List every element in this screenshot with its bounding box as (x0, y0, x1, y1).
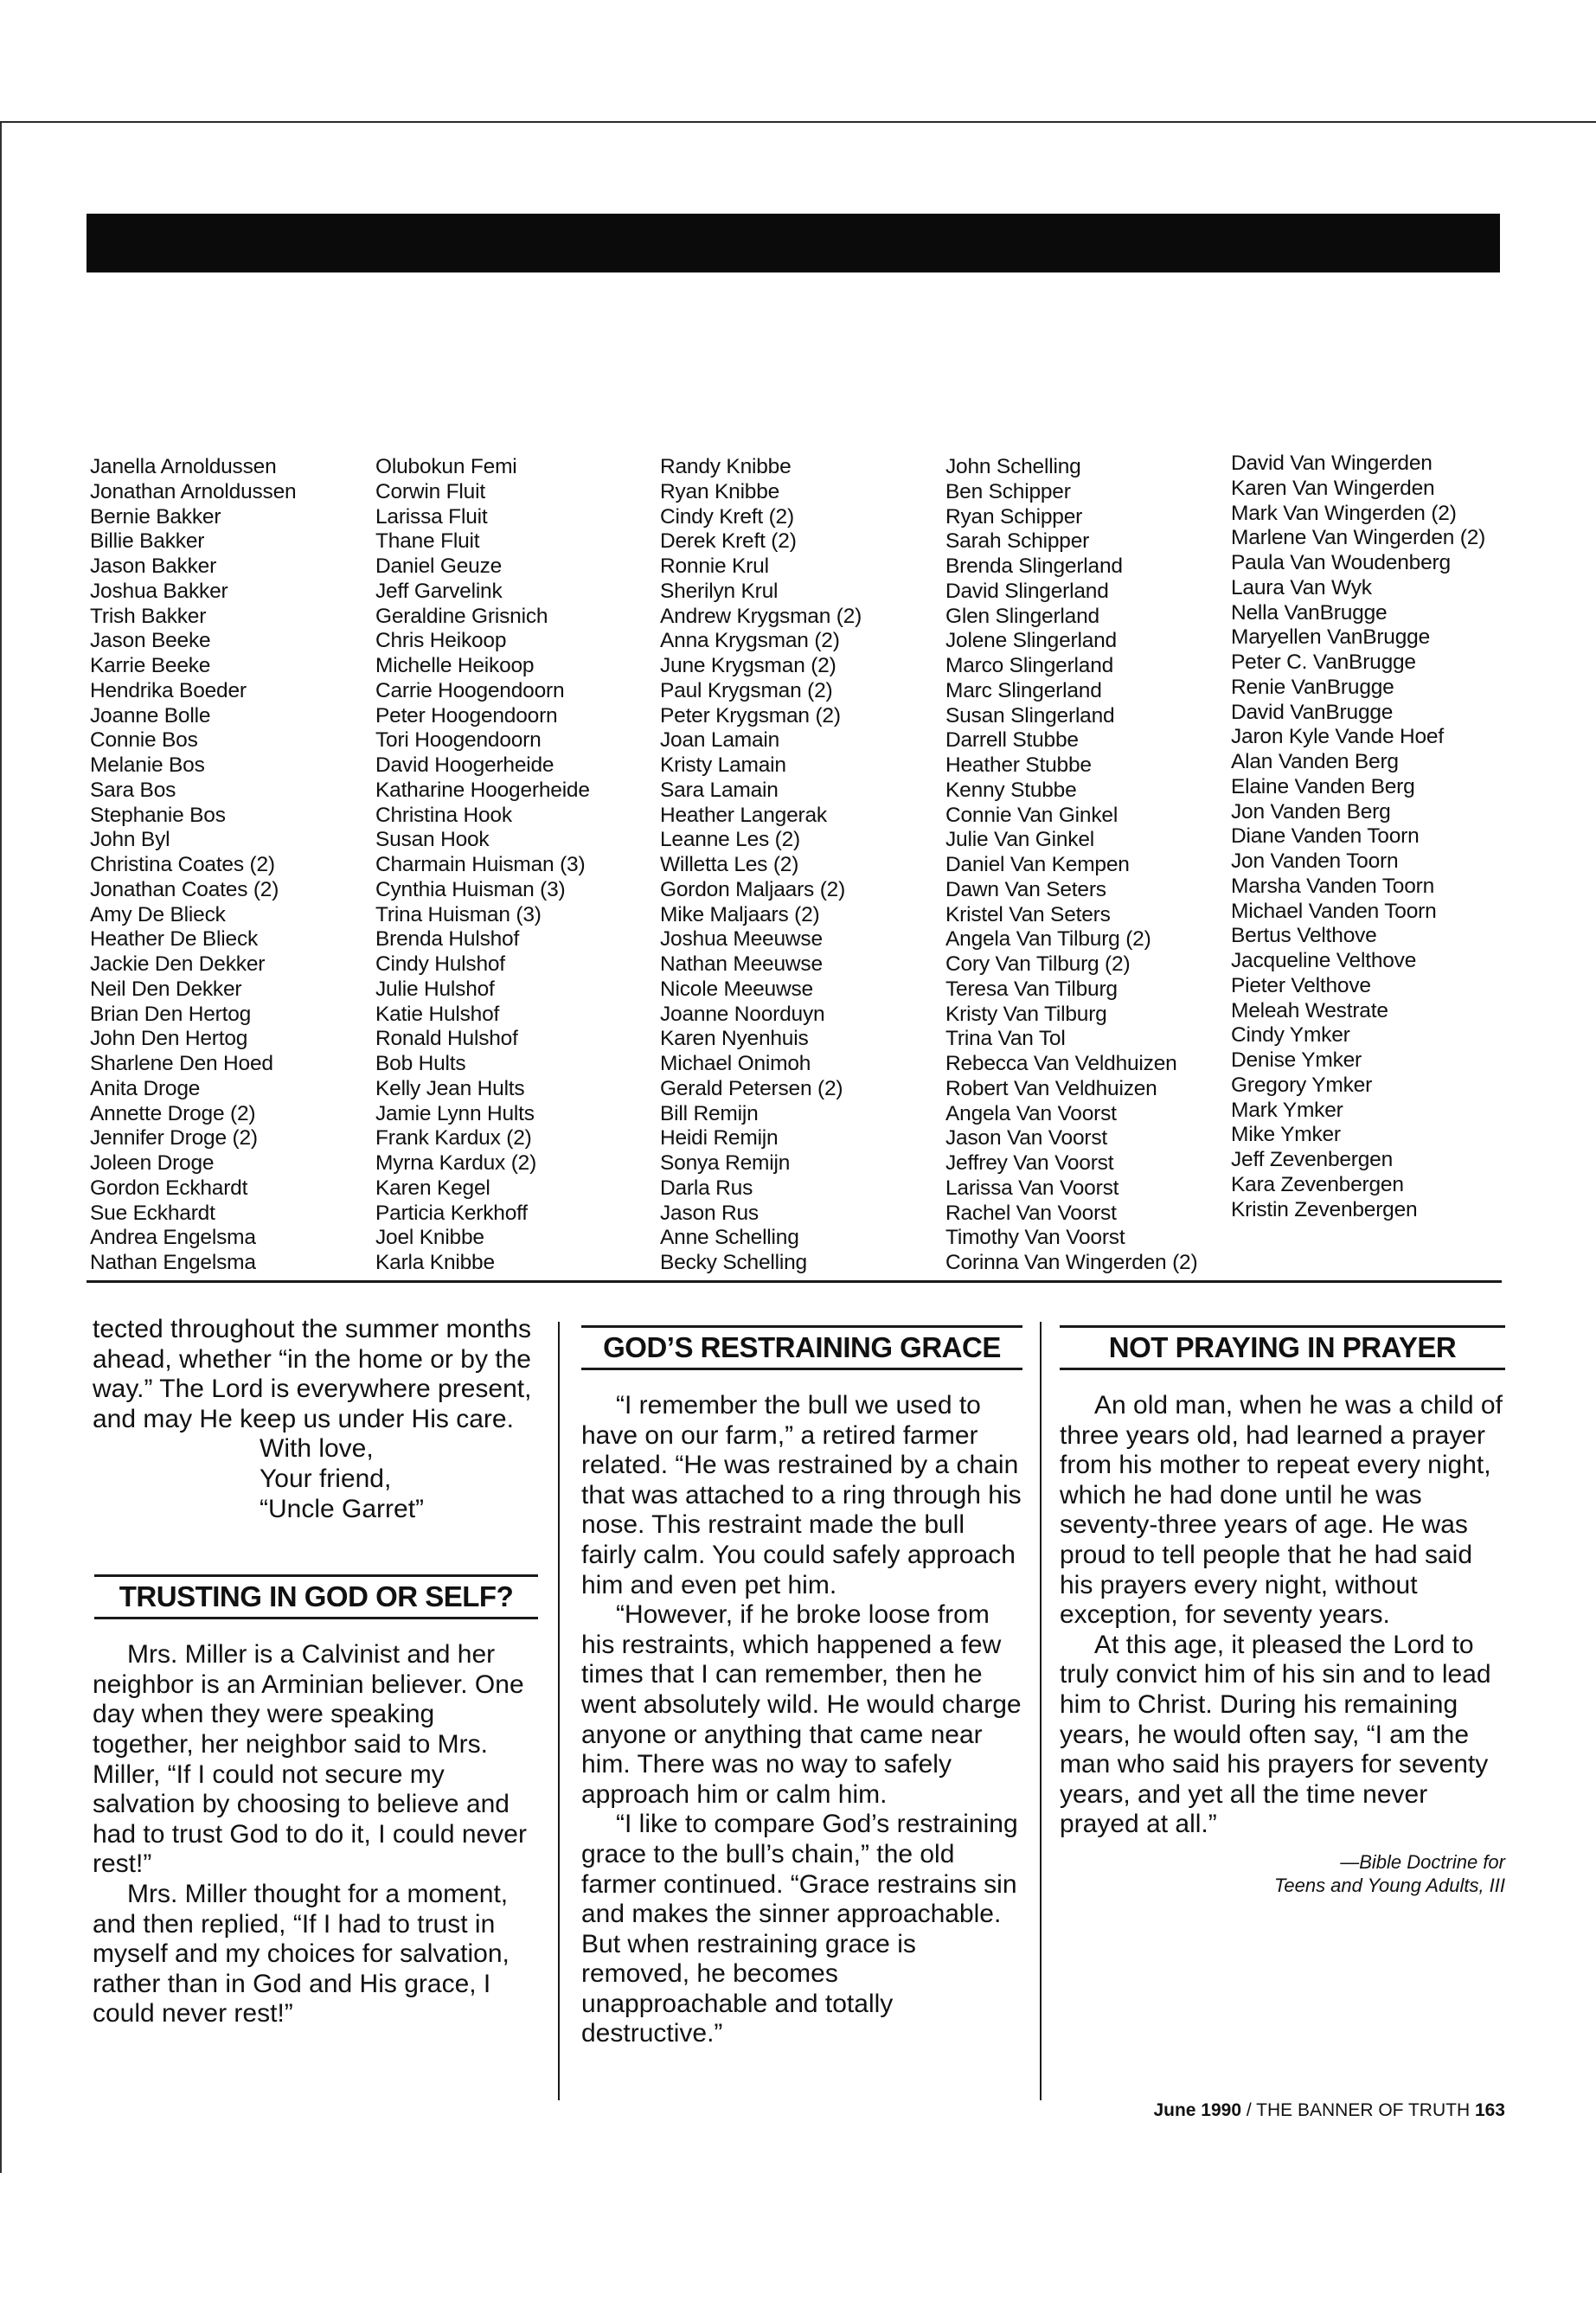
names-column-4 (945, 455, 1231, 1276)
left-column (93, 1315, 538, 2029)
donor-name: Jason Van Voorst (945, 1126, 1108, 1150)
donor-name: Rachel Van Voorst (945, 1201, 1117, 1225)
donor-name: Jonathan Arnoldussen (90, 479, 297, 503)
donor-name: Andrea Engelsma (90, 1226, 256, 1250)
donor-name: Cory Van Tilburg (2) (945, 952, 1131, 976)
donor-name: Christina Hook (375, 803, 512, 827)
donor-name: Sara Bos (90, 778, 176, 802)
donor-name: Anne Schelling (660, 1226, 799, 1250)
column-divider-right (1040, 1322, 1042, 2100)
donor-name: Ryan Schipper (945, 504, 1083, 529)
donor-name: Christina Coates (2) (90, 853, 275, 876)
donor-name: Gregory Ymker (1231, 1073, 1373, 1097)
donor-name: David Slingerland (945, 579, 1109, 603)
donor-name: Kenny Stubbe (945, 778, 1077, 802)
donor-name: Carrie Hoogendoorn (375, 678, 565, 702)
donor-name: Jamie Lynn Hults (375, 1101, 535, 1125)
donor-name: Sarah Schipper (945, 529, 1090, 554)
article-paragraph: Mrs. Miller thought for a moment, and then replied, “If I had to trust in myself and my choices for salvation, rather than in God and His grace, I could never rest!” (93, 1879, 510, 2029)
donor-name: Peter Krygsman (2) (660, 703, 841, 727)
donor-name: Jacqueline Velthove (1231, 949, 1417, 972)
donor-name: Cindy Ymker (1231, 1023, 1350, 1048)
donor-name: David Van Wingerden (1231, 452, 1433, 475)
donor-name: Denise Ymker (1231, 1048, 1362, 1072)
praying-heading: NOT PRAYING IN PRAYER (1060, 1325, 1505, 1370)
donor-name: Particia Kerkhoff (375, 1201, 528, 1225)
donor-name: Joleen Droge (90, 1151, 215, 1175)
donor-name: Willetta Les (2) (660, 853, 799, 876)
donor-name: Jackie Den Dekker (90, 952, 266, 976)
donor-name: Jeffrey Van Voorst (945, 1151, 1114, 1175)
donor-name: Diane Vanden Toorn (1231, 824, 1420, 849)
names-column-3 (660, 455, 945, 1276)
donor-name: Janella Arnoldussen (90, 455, 277, 478)
donor-name: Billie Bakker (90, 529, 205, 554)
donor-name: Sharlene Den Hoed (90, 1052, 273, 1075)
donor-name: Amy De Blieck (90, 902, 226, 926)
donor-name: Glen Slingerland (945, 604, 1099, 628)
donor-name: Julie Hulshof (375, 977, 495, 1001)
donor-name: Anita Droge (90, 1076, 201, 1100)
donor-name: Olubokun Femi (375, 455, 517, 478)
donor-name: Jon Vanden Berg (1231, 799, 1391, 824)
donor-name: Michael Vanden Toorn (1231, 899, 1437, 923)
donor-name: Dawn Van Seters (945, 877, 1106, 901)
donor-name: Leanne Les (2) (660, 828, 801, 852)
donor-name: Frank Kardux (2) (375, 1126, 532, 1150)
right-column (1060, 1325, 1505, 1897)
donor-name: Brenda Slingerland (945, 554, 1123, 578)
donor-name: Connie Van Ginkel (945, 803, 1118, 827)
donor-name: Bertus Velthove (1231, 924, 1377, 948)
donor-name: Corwin Fluit (375, 479, 485, 503)
names-column-1 (90, 455, 375, 1276)
donor-name: Sherilyn Krul (660, 579, 779, 603)
donor-name: Mark Van Wingerden (2) (1231, 501, 1457, 525)
donor-name: Susan Hook (375, 828, 490, 852)
section-separator (87, 1280, 1502, 1283)
donor-name: Nathan Meeuwse (660, 952, 823, 976)
donor-name: Karen Nyenhuis (660, 1027, 809, 1051)
donor-name: Ronald Hulshof (375, 1027, 518, 1051)
donor-name: Peter C. VanBrugge (1231, 651, 1416, 674)
donor-name: Ben Schipper (945, 479, 1071, 503)
article-paragraph: “I like to compare God’s restraining grace to the bull’s chain,” the old farmer continued. “Grace restrains sin and makes the sinner approachable. But when restraining grace is removed, he becomes unapproachable and totally destructive.” (581, 1810, 1018, 2048)
donor-name: Gerald Petersen (2) (660, 1076, 843, 1100)
donor-name: Marc Slingerland (945, 678, 1102, 702)
donor-name: Karen Kegel (375, 1176, 490, 1200)
trusting-article (93, 1640, 538, 2029)
donor-name: Kelly Jean Hults (375, 1076, 525, 1100)
donor-name: Daniel Geuze (375, 554, 503, 578)
donor-name: Ronnie Krul (660, 554, 769, 578)
article-paragraph: Mrs. Miller is a Calvinist and her neighbor is an Arminian believer. One day when they were speaking together, her neighbor said to Mrs. Miller, “If I could not secure my salvation by choosing to believe and had to trust God to do it, I could never rest!” (93, 1640, 527, 1879)
donor-name: Michael Onimoh (660, 1052, 811, 1075)
donor-name: Bob Hults (375, 1052, 466, 1075)
signoff-line: “Uncle Garret” (260, 1494, 425, 1523)
donor-name: Jason Rus (660, 1201, 759, 1225)
donor-name: Larissa Van Voorst (945, 1176, 1119, 1200)
article-paragraph: “However, if he broke loose from his restraints, which happened a few times that I can remember, then he went absolutely wild. He would charge anyone or anything that came near him. There was no way to safely approach him or calm him. (581, 1600, 1022, 1809)
donor-name: Heidi Remijn (660, 1126, 779, 1150)
donor-name: Angela Van Voorst (945, 1101, 1117, 1125)
donor-name: Joel Knibbe (375, 1226, 484, 1250)
page-footer (1038, 2100, 1505, 2121)
article-paragraph: “I remember the bull we used to have on our farm,” a retired farmer related. “He was restrained by a chain that was attached to a ring through his nose. This restraint made the bull fairly calm. You could safely approach him and even pet him. (581, 1391, 1022, 1599)
donor-name: John Byl (90, 828, 170, 852)
donor-name: Becky Schelling (660, 1251, 807, 1274)
donor-name: John Den Hertog (90, 1027, 248, 1051)
donor-name: Corinna Van Wingerden (2) (945, 1251, 1198, 1274)
donor-name: Nicole Meeuwse (660, 977, 813, 1001)
donor-name: Heather Langerak (660, 803, 827, 827)
donor-name: Randy Knibbe (660, 455, 792, 478)
donor-name: Jeff Zevenbergen (1231, 1148, 1394, 1171)
donor-name: Paula Van Woudenberg (1231, 551, 1451, 574)
donor-name: Heather Stubbe (945, 753, 1092, 777)
donor-name: Susan Slingerland (945, 703, 1115, 727)
trusting-heading: TRUSTING IN GOD OR SELF? (94, 1574, 538, 1619)
article-paragraph: An old man, when he was a child of three years old, had learned a prayer from his mother to repeat every night, which he had done until he was seventy-three years of age. He was proud to tell people that he had said his prayers every night, without exception, for seventy years. (1060, 1391, 1503, 1630)
donor-name: Chris Heikoop (375, 629, 507, 653)
donor-name: Joshua Meeuwse (660, 927, 823, 952)
donor-name: Laura Van Wyk (1231, 575, 1372, 599)
donor-name: Kristy Lamain (660, 753, 786, 777)
donor-name: Brenda Hulshof (375, 927, 520, 952)
donor-name: Julie Van Ginkel (945, 828, 1095, 852)
donor-name: Andrew Krygsman (2) (660, 604, 862, 628)
donor-name: Darrell Stubbe (945, 728, 1079, 753)
donor-name: Marsha Vanden Toorn (1231, 874, 1435, 898)
donor-name: Jolene Slingerland (945, 629, 1117, 653)
donor-name: Michelle Heikoop (375, 654, 535, 677)
donor-name: Neil Den Dekker (90, 977, 242, 1001)
donor-name: Mike Maljaars (2) (660, 902, 820, 926)
donor-name: Paul Krygsman (2) (660, 678, 833, 702)
donor-name: Joan Lamain (660, 728, 780, 753)
donor-name: Trish Bakker (90, 604, 207, 628)
donor-name: Cynthia Huisman (3) (375, 877, 566, 901)
donor-name: Gordon Eckhardt (90, 1176, 248, 1200)
black-header-banner (87, 214, 1500, 272)
donor-name: Bernie Bakker (90, 504, 221, 529)
page-number: 163 (1474, 2100, 1505, 2120)
citation-line: Teens and Young Adults, III (1273, 1874, 1505, 1896)
donor-name: Joanne Bolle (90, 703, 211, 727)
donor-name: Tori Hoogendoorn (375, 728, 542, 753)
donor-name: Jennifer Droge (2) (90, 1126, 258, 1150)
donor-name: Jason Bakker (90, 554, 217, 578)
restraining-article (581, 1391, 1022, 2049)
donor-name: Nella VanBrugge (1231, 600, 1388, 625)
article-citation (1060, 1850, 1505, 1897)
donor-name: Joanne Noorduyn (660, 1002, 825, 1026)
donor-name: Robert Van Veldhuizen (945, 1076, 1157, 1100)
donor-name: Geraldine Grisnich (375, 604, 548, 628)
donor-name: Rebecca Van Veldhuizen (945, 1052, 1177, 1075)
top-rule (0, 121, 1596, 123)
donor-name: Katharine Hoogerheide (375, 778, 590, 802)
donor-name: David VanBrugge (1231, 700, 1394, 724)
donor-name: Karla Knibbe (375, 1251, 495, 1274)
donor-name: Sara Lamain (660, 778, 779, 802)
donor-name: Kristel Van Seters (945, 902, 1111, 926)
page-left-edge (0, 123, 2, 2173)
praying-article (1060, 1391, 1505, 1840)
donor-name: Kristin Zevenbergen (1231, 1197, 1418, 1221)
donor-name: Meleah Westrate (1231, 998, 1388, 1022)
citation-line: —Bible Doctrine for (1340, 1850, 1505, 1873)
donor-name: Melanie Bos (90, 753, 205, 777)
donor-name: Stephanie Bos (90, 803, 226, 827)
donor-name: Kristy Van Tilburg (945, 1002, 1107, 1026)
donor-name: Karen Van Wingerden (1231, 476, 1435, 500)
donor-name: Heather De Blieck (90, 927, 259, 952)
donor-name: Trina Huisman (3) (375, 902, 542, 926)
donor-name: Trina Van Tol (945, 1027, 1066, 1051)
signoff-line: Your friend, (260, 1464, 392, 1493)
donor-name: Hendrika Boeder (90, 678, 247, 702)
donor-name: Alan Vanden Berg (1231, 750, 1399, 773)
donor-name: Myrna Kardux (2) (375, 1151, 537, 1175)
donor-name: Charmain Huisman (3) (375, 853, 586, 876)
donor-name: Jon Vanden Toorn (1231, 849, 1399, 873)
names-column-5 (1231, 452, 1516, 1222)
footer-date: June 1990 (1153, 2100, 1242, 2120)
donor-name: Jeff Garvelink (375, 579, 503, 603)
donor-name: Ryan Knibbe (660, 479, 780, 503)
donor-name: June Krygsman (2) (660, 654, 836, 677)
article-paragraph: At this age, it pleased the Lord to truly convict him of his sin and to lead him to Christ. During his remaining years, he would often say, “I am the man who said his prayers for seventy years, and yet all the time never prayed at all.” (1060, 1630, 1491, 1839)
donor-name: Bill Remijn (660, 1101, 759, 1125)
donor-name: Anna Krygsman (2) (660, 629, 840, 653)
donor-name: Sue Eckhardt (90, 1201, 215, 1225)
donor-name: Angela Van Tilburg (2) (945, 927, 1151, 952)
donor-name: Marlene Van Wingerden (2) (1231, 526, 1486, 550)
donor-name: John Schelling (945, 455, 1081, 478)
donor-name: Annette Droge (2) (90, 1101, 256, 1125)
donor-name: Cindy Hulshof (375, 952, 505, 976)
donor-name: Cindy Kreft (2) (660, 504, 794, 529)
donor-name: Jason Beeke (90, 629, 211, 653)
donor-name: Marco Slingerland (945, 654, 1114, 677)
middle-column (581, 1325, 1022, 2049)
donor-name: Daniel Van Kempen (945, 853, 1130, 876)
donor-name: Maryellen VanBrugge (1231, 625, 1430, 650)
donor-name: Brian Den Hertog (90, 1002, 252, 1026)
footer-publication: / THE BANNER OF TRUTH (1241, 2100, 1475, 2120)
letter-signoff (93, 1434, 538, 1524)
donor-name: Elaine Vanden Berg (1231, 774, 1415, 798)
donor-name: Teresa Van Tilburg (945, 977, 1118, 1001)
donor-name: Mark Ymker (1231, 1098, 1343, 1122)
donor-name: Sonya Remijn (660, 1151, 791, 1175)
signoff-line: With love, (260, 1434, 374, 1464)
donor-name: Karrie Beeke (90, 654, 211, 677)
donor-name: Pieter Velthove (1231, 973, 1371, 997)
donor-name: Larissa Fluit (375, 504, 488, 529)
donor-name: Nathan Engelsma (90, 1251, 256, 1274)
donor-name: Kara Zevenbergen (1231, 1172, 1404, 1196)
donor-name: Darla Rus (660, 1176, 753, 1200)
donor-name: Peter Hoogendoorn (375, 703, 558, 727)
donor-name: Gordon Maljaars (2) (660, 877, 846, 901)
restraining-heading: GOD’S RESTRAINING GRACE (581, 1325, 1022, 1370)
donor-name: Jaron Kyle Vande Hoef (1231, 725, 1444, 749)
donor-name: Thane Fluit (375, 529, 480, 554)
donor-name: David Hoogerheide (375, 753, 554, 777)
donor-name: Jonathan Coates (2) (90, 877, 279, 901)
donor-name: Renie VanBrugge (1231, 675, 1394, 699)
column-divider-left (558, 1322, 560, 2100)
donor-name: Joshua Bakker (90, 579, 228, 603)
donor-name: Katie Hulshof (375, 1002, 500, 1026)
donor-name: Connie Bos (90, 728, 198, 753)
names-column-2 (375, 455, 661, 1276)
letter-text: tected throughout the summer months ahead, whether “in the home or by the way.” The Lord is everywhere present, and may He keep us under His care. (93, 1315, 532, 1433)
donor-name: Timothy Van Voorst (945, 1226, 1125, 1250)
donor-name: Derek Kreft (2) (660, 529, 797, 554)
donor-name: Mike Ymker (1231, 1123, 1341, 1147)
